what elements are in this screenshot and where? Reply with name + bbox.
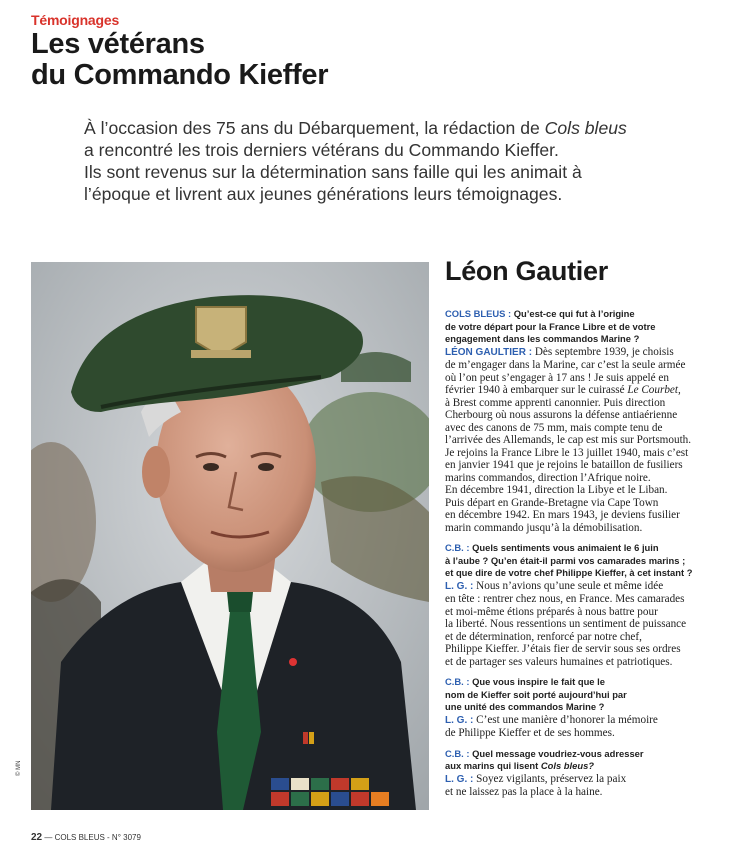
title-line-2: du Commando Kieffer <box>31 59 329 91</box>
speaker-label: L. G. : <box>445 714 474 726</box>
answer-line <box>445 773 720 787</box>
question-line <box>445 308 720 321</box>
speaker-label: L. G. : <box>445 580 474 592</box>
question-line: de votre départ pour la France Libre et de votre <box>445 320 656 332</box>
speaker-label: L. G. : <box>445 773 474 785</box>
question-line: nom de Kieffer soit porté aujourd’hui par <box>445 688 627 700</box>
speaker-label: C.B. : <box>445 542 470 553</box>
answer-line: avec des canons de 75 mm, mais compte tenu de <box>445 421 663 434</box>
answer-line: en décembre 1942. En mars 1943, je deviens fusilier <box>445 509 680 521</box>
answer-line: Je rejoins la France Libre le 13 juillet 1940, mais c’est <box>445 446 689 459</box>
interview-article <box>445 308 720 807</box>
intro-text: À l’occasion des 75 ans du Débarquement, la rédaction de <box>84 118 545 138</box>
magazine-name: Cols bleus <box>544 118 627 138</box>
speaker-label: COLS BLEUS : <box>445 308 512 319</box>
answer-line: en tête : rentrer chez nous, en France. Mes camarades <box>445 593 685 605</box>
answer-line: la liberté. Nous ressentions un sentiment de puissance <box>445 618 687 630</box>
publication-info: — COLS BLEUS - N° 3079 <box>42 833 141 842</box>
answer-line <box>445 580 720 594</box>
answer-line: marins commandos, direction l’Afrique noire. <box>445 471 651 484</box>
answer-line: et de détermination, renforcé par notre chef, <box>445 630 642 643</box>
speaker-label: C.B. : <box>445 676 470 687</box>
intro-paragraph <box>84 117 684 205</box>
answer-line: et moi-même étions préparés à nous battre pour <box>445 605 658 618</box>
photo-credit: © MN <box>16 760 22 776</box>
question-line <box>445 542 720 555</box>
page-footer <box>31 832 141 843</box>
answer-text: Soyez vigilants, préservez la paix <box>473 772 627 785</box>
answer-line <box>445 714 720 728</box>
question-line <box>445 760 720 773</box>
rubric-label: Témoignages <box>31 12 120 28</box>
answer-line: en janvier 1941 que je rejoins le bataillon de fusiliers <box>445 459 683 471</box>
question-line: engagement dans les commandos Marine ? <box>445 333 640 344</box>
answer-line: Cherbourg où nous assurons la défense antiaérienne <box>445 409 678 421</box>
question-line: à l’aube ? Qu’en était-il parmi vos camarades marins ; <box>445 554 686 566</box>
answer-text: Nous n’avions qu’une seule et même idée <box>473 579 664 592</box>
answer-line: marin commando jusqu’à la démobilisation. <box>445 521 643 534</box>
ship-name: Le Courbet, <box>627 384 681 396</box>
answer-line: Philippe Kieffer. J’étais fier de servir sous ses ordres <box>445 643 681 655</box>
answer-text: Dès septembre 1939, je choisis <box>532 345 674 358</box>
question-line <box>445 748 720 761</box>
title-line-1: Les vétérans <box>31 28 205 60</box>
qa-block-3 <box>445 676 720 740</box>
question-text: Quel message voudriez-vous adresser <box>469 747 644 759</box>
question-line: et que dire de votre chef Philippe Kieffer, à cet instant ? <box>445 567 693 578</box>
question-text: Qu’est-ce qui fut à l’origine <box>511 308 635 319</box>
portrait-illustration <box>31 262 429 810</box>
answer-line: et ne laissez pas la place à la haine. <box>445 786 603 798</box>
magazine-name: Cols bleus? <box>540 760 595 771</box>
intro-line-4: l’époque et livrent aux jeunes générations leurs témoignages. <box>84 184 563 204</box>
intro-line-2: a rencontré les trois derniers vétérans du Commando Kieffer. <box>84 140 559 160</box>
answer-line <box>445 346 720 360</box>
qa-block-1 <box>445 308 720 534</box>
page-number: 22 <box>31 832 43 843</box>
answer-line: Puis départ en Grande-Bretagne via Cape Town <box>445 496 659 509</box>
answer-text: février 1940 à embarquer sur le cuirassé <box>445 384 628 396</box>
question-text: Quels sentiments vous animaient le 6 juin <box>469 542 659 553</box>
answer-line: En décembre 1941, direction la Libye et le Liban. <box>445 484 668 496</box>
question-line <box>445 676 720 689</box>
question-text: Que vous inspire le fait que le <box>469 676 605 687</box>
answer-line: de m’engager dans la Marine, car c’est la seule armée <box>445 359 686 371</box>
answer-line: où l’on peut s’engager à 17 ans ! Je suis appelé en <box>445 371 669 384</box>
question-text: aux marins qui lisent <box>445 760 541 771</box>
question-line: une unité des commandos Marine ? <box>445 701 605 712</box>
answer-line: à Brest comme apprenti canonnier. Puis direction <box>445 396 666 409</box>
qa-block-4 <box>445 748 720 799</box>
interviewee-name: Léon Gautier <box>445 256 608 286</box>
answer-line <box>445 384 720 397</box>
intro-line-1 <box>84 117 684 139</box>
answer-line: et de partager ses valeurs humaines et patriotiques. <box>445 655 673 668</box>
answer-line: de Philippe Kieffer et de ses hommes. <box>445 727 615 739</box>
page-title <box>31 29 328 91</box>
answer-text: C’est une manière d’honorer la mémoire <box>473 713 658 726</box>
intro-line-3: Ils sont revenus sur la détermination sans faille qui les animait à <box>84 162 582 182</box>
veteran-portrait-photo <box>31 262 429 810</box>
qa-block-2 <box>445 542 720 668</box>
speaker-label: C.B. : <box>445 747 470 759</box>
answer-line: l’arrivée des Allemands, le cap est mis sur Portsmouth. <box>445 434 692 446</box>
speaker-label: LÉON GAULTIER : <box>445 346 533 358</box>
